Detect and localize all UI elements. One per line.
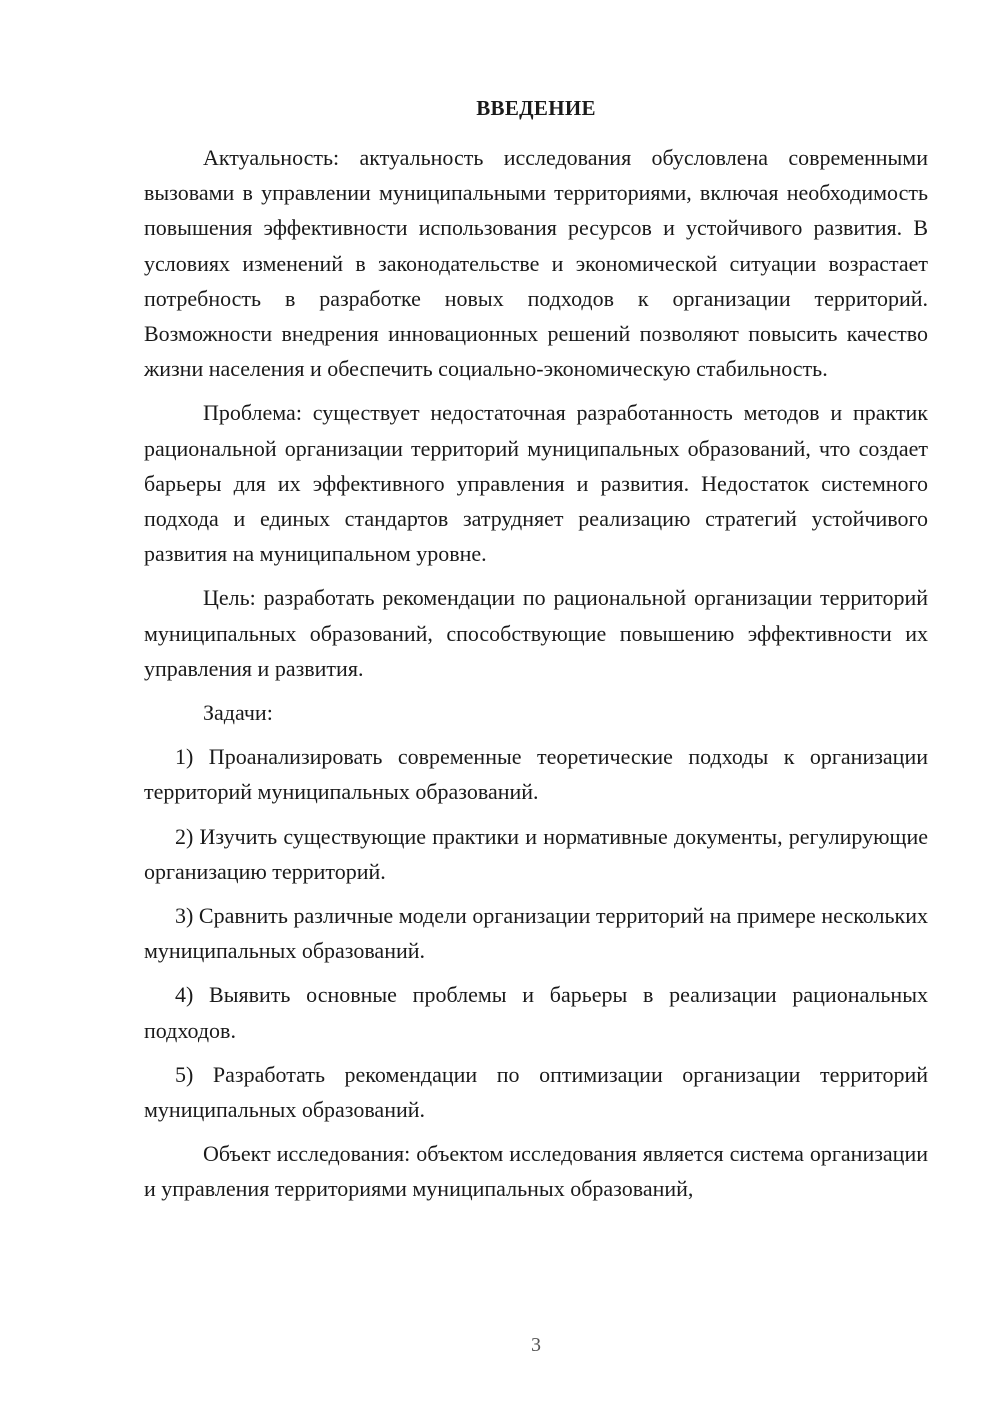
- document-body: [144, 140, 928, 1207]
- task-item-3: 3) Сравнить различные модели организации территорий на примере нескольких муниципальных образований.: [144, 903, 928, 964]
- task-item-4: 4) Выявить основные проблемы и барьеры в реализации рациональных подходов.: [144, 982, 928, 1043]
- paragraph-relevance: Актуальность: актуальность исследования обусловлена современными вызовами в управлении муниципальными территориями, включая необходимость повышения эффективности использования ресурсов и устойчивого развития. В условиях изменений в законодательстве и экономической ситуации возрастает потребность в разработке новых подходов к организации территорий. Возможности внедрения инновационных решений позволяют повысить качество жизни населения и обеспечить социально-экономическую стабильность.: [144, 145, 928, 382]
- task-item-1: 1) Проанализировать современные теоретические подходы к организации территорий муниципальных образований.: [144, 744, 928, 805]
- section-heading: ВВЕДЕНИЕ: [476, 96, 596, 120]
- paragraph-goal: Цель: разработать рекомендации по рациональной организации территорий муниципальных образований, способствующие повышению эффективности их управления и развития.: [144, 585, 928, 681]
- task-item-2: 2) Изучить существующие практики и нормативные документы, регулирующие организацию территорий.: [144, 823, 928, 884]
- tasks-heading: Задачи:: [203, 700, 273, 726]
- paragraph-object: Объект исследования: объектом исследования является система организации и управления территориями муниципальных образований,: [144, 1141, 928, 1202]
- page-number: 3: [531, 1334, 541, 1356]
- paragraph-problem: Проблема: существует недостаточная разработанность методов и практик рациональной организации территорий муниципальных образований, что создает барьеры для их эффективного управления и развития. Недостаток системного подхода и единых стандартов затрудняет реализацию стратегий устойчивого развития на муниципальном уровне.: [144, 400, 928, 567]
- task-item-5: 5) Разработать рекомендации по оптимизации организации территорий муниципальных образований.: [144, 1061, 928, 1123]
